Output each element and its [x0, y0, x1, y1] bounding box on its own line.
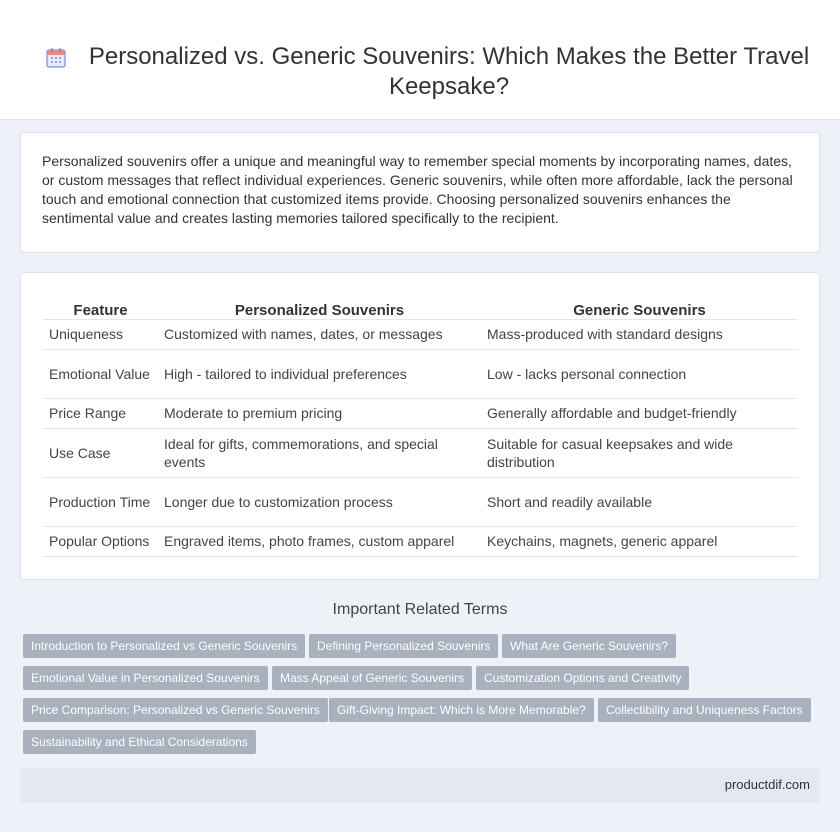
related-term-tag[interactable]: Emotional Value in Personalized Souvenirs [23, 666, 268, 690]
generic-cell: Mass-produced with standard designs [481, 319, 798, 349]
generic-cell: Low - lacks personal connection [481, 349, 798, 398]
related-term-tag[interactable]: Defining Personalized Souvenirs [309, 634, 498, 658]
personalized-cell: Longer due to customization process [158, 477, 481, 526]
table-row [43, 477, 798, 526]
related-term-tag[interactable]: What Are Generic Souvenirs? [502, 634, 676, 658]
personalized-cell: Engraved items, photo frames, custom apparel [158, 526, 481, 556]
related-term-tag[interactable]: Gift-Giving Impact: Which is More Memorable? [329, 698, 594, 722]
comparison-table [43, 295, 798, 557]
personalized-cell: Moderate to premium pricing [158, 398, 481, 428]
header-feature: Feature [43, 295, 158, 319]
footer [20, 768, 820, 802]
table-row [43, 398, 798, 428]
related-term-tag[interactable]: Customization Options and Creativity [476, 666, 689, 690]
related-term-tag[interactable]: Introduction to Personalized vs Generic Souvenirs [23, 634, 305, 658]
page-header [0, 0, 840, 120]
feature-cell: Emotional Value [43, 349, 158, 398]
page-title: Personalized vs. Generic Souvenirs: Which Makes the Better Travel Keepsake? [88, 43, 810, 100]
table-row [43, 428, 798, 477]
personalized-cell: High - tailored to individual preferences [158, 349, 481, 398]
header-generic: Generic Souvenirs [481, 295, 798, 319]
table-header-row [43, 295, 798, 319]
related-terms-title: Important Related Terms [332, 601, 508, 618]
feature-cell: Use Case [43, 428, 158, 477]
comparison-card [20, 272, 820, 580]
table-row [43, 319, 798, 349]
feature-cell: Production Time [43, 477, 158, 526]
related-term-tag[interactable]: Mass Appeal of Generic Souvenirs [272, 666, 472, 690]
personalized-cell: Customized with names, dates, or messages [158, 319, 481, 349]
intro-text: Personalized souvenirs offer a unique and meaningful way to remember special moments by incorporating names, dates, or custom messages that reflect individual experiences. Generic souvenirs, while often more affordable, lack the personal touch and emotional connection that customized items provide. Choosing personalized souvenirs enhances the sentimental value and creates lasting memories tailored specifically to the recipient. [42, 153, 793, 226]
personalized-cell: Ideal for gifts, commemorations, and special events [158, 428, 481, 477]
feature-cell: Uniqueness [43, 319, 158, 349]
related-term-tag[interactable]: Collectibility and Uniqueness Factors [598, 698, 811, 722]
generic-cell: Short and readily available [481, 477, 798, 526]
feature-cell: Price Range [43, 398, 158, 428]
table-row [43, 526, 798, 556]
calendar-icon [44, 46, 68, 70]
table-row [43, 349, 798, 398]
related-term-tag[interactable]: Price Comparison: Personalized vs Generic Souvenirs [23, 698, 328, 722]
generic-cell: Suitable for casual keepsakes and wide distribution [481, 428, 798, 477]
generic-cell: Keychains, magnets, generic apparel [481, 526, 798, 556]
intro-card [20, 132, 820, 253]
header-personalized: Personalized Souvenirs [158, 295, 481, 319]
footer-site-link[interactable]: productdif.com [724, 777, 810, 792]
generic-cell: Generally affordable and budget-friendly [481, 398, 798, 428]
related-term-tag[interactable]: Sustainability and Ethical Considerations [23, 730, 256, 754]
feature-cell: Popular Options [43, 526, 158, 556]
